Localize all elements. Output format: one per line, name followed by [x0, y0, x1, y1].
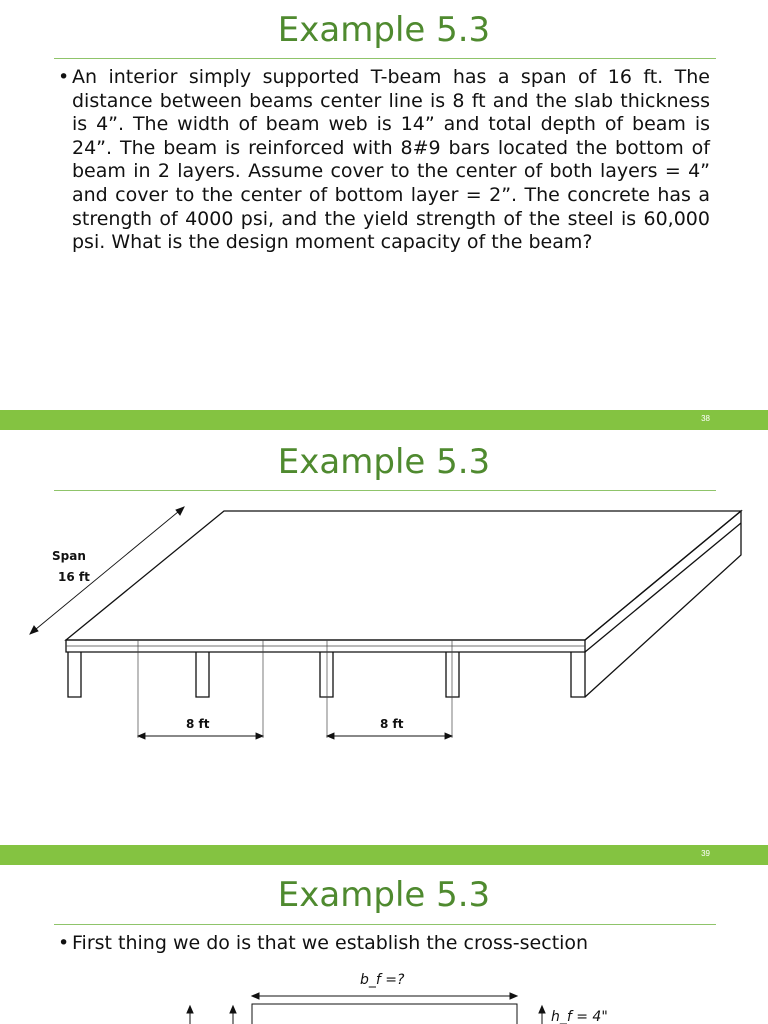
arrow-up-icon [539, 1006, 545, 1013]
slide-footer-bar [0, 410, 768, 430]
cross-section-diagram [0, 960, 768, 1024]
title-divider [54, 924, 716, 925]
bullet-text: First thing we do is that we establish the cross-section [72, 932, 589, 954]
beam-web [571, 652, 585, 697]
arrow-up-icon [230, 1006, 236, 1013]
arrow-up-icon [187, 1006, 193, 1013]
slide-number: 38 [701, 414, 710, 423]
flange-outline [252, 1004, 517, 1024]
slab-top-surface [66, 511, 741, 640]
span-value: 16 ft [58, 570, 90, 584]
arrow-head-icon [445, 733, 452, 739]
arrow-head-icon [176, 507, 184, 515]
arrow-head-icon [252, 993, 259, 999]
spacing-label-2: 8 ft [380, 717, 404, 731]
beam-web [68, 652, 81, 697]
t-beam-floor-diagram [0, 495, 768, 760]
flange-thickness-label: h_f = 4" [551, 1009, 608, 1024]
bullet-icon: • [58, 932, 70, 954]
title-divider [54, 490, 716, 491]
span-label: Span [52, 549, 86, 563]
slide-38-title: Example 5.3 [277, 10, 491, 50]
beam-web [446, 652, 459, 697]
slide-footer-bar [0, 845, 768, 865]
span-dimension-line [30, 507, 184, 634]
spacing-label-1: 8 ft [186, 717, 210, 731]
arrow-head-icon [138, 733, 145, 739]
arrow-head-icon [30, 626, 38, 634]
problem-statement: An interior simply supported T-beam has a span of 16 ft. The distance between beams center line is 8 ft and the slab thickness is 4”. The width of beam web is 14” and total depth of beam is 24”. The beam is reinforced with 8#9 bars located the bottom of beam in 2 layers. Assume cover to the center of both layers = 4” and cover to the center of bottom layer = 2”. The concrete has a strength of 4000 psi, and the yield strength of the steel is 60,000 psi. What is the design moment capacity of the beam? [72, 66, 710, 254]
slide-number: 39 [701, 849, 710, 858]
arrow-head-icon [327, 733, 334, 739]
arrow-head-icon [256, 733, 263, 739]
beam-web [196, 652, 209, 697]
slab-right-side [585, 511, 741, 697]
arrow-head-icon [510, 993, 517, 999]
title-divider [54, 58, 716, 59]
flange-width-label: b_f =? [360, 972, 405, 988]
beam-web [320, 652, 333, 697]
slide-39-title: Example 5.3 [277, 442, 491, 482]
bullet-icon: • [58, 66, 70, 88]
slide-40-title: Example 5.3 [277, 875, 491, 915]
